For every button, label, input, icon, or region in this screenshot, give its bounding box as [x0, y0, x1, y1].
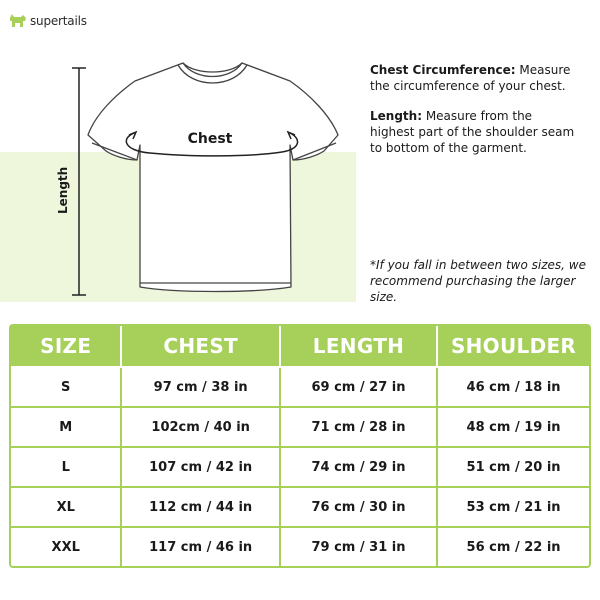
length-cell: 74 cm / 29 in: [281, 448, 438, 488]
table-row: [11, 368, 589, 408]
table-row: [11, 528, 589, 566]
length-cell: 69 cm / 27 in: [281, 368, 438, 408]
shoulder-cell: 56 cm / 22 in: [466, 539, 561, 555]
size-cell: XXL: [11, 528, 122, 566]
shoulder-cell: 53 cm / 21 in: [438, 488, 589, 528]
dog-logo-icon: [8, 12, 28, 30]
header-size: SIZE: [11, 326, 122, 368]
size-cell: L: [11, 448, 122, 488]
table-row: [11, 488, 589, 528]
size-chart-table: [9, 324, 591, 568]
length-cell: 79 cm / 31 in: [281, 528, 438, 566]
table-row: [11, 448, 589, 488]
measurement-info: [370, 62, 580, 170]
brand-logo: [8, 12, 87, 30]
length-cell: 71 cm / 28 in: [281, 408, 438, 448]
size-cell: XL: [11, 488, 122, 528]
brand-name: supertails: [30, 14, 87, 28]
shoulder-cell: 46 cm / 18 in: [438, 368, 589, 408]
chest-cell: 107 cm / 42 in: [122, 448, 280, 488]
length-info: [370, 108, 580, 156]
chest-cell: 97 cm / 38 in: [122, 368, 280, 408]
size-cell: S: [11, 368, 122, 408]
table-header-row: [11, 326, 589, 368]
header-length: LENGTH: [281, 326, 438, 368]
length-info-title: Length:: [370, 109, 422, 123]
header-shoulder: SHOULDER: [438, 326, 589, 368]
header-chest: CHEST: [122, 326, 280, 368]
chest-cell: 117 cm / 46 in: [122, 528, 280, 566]
size-note: *If you fall in between two sizes, we recommend purchasing the larger size.: [370, 258, 586, 304]
shoulder-cell: 48 cm / 19 in: [438, 408, 589, 448]
chest-cell: 102cm / 40 in: [122, 408, 280, 448]
tshirt-diagram: [0, 55, 360, 305]
chest-info: [370, 62, 580, 94]
tshirt-outline: [88, 63, 338, 292]
size-cell: M: [11, 408, 122, 448]
table-row: [11, 408, 589, 448]
length-cell: 76 cm / 30 in: [281, 488, 438, 528]
chest-info-title: Chest Circumference:: [370, 63, 516, 77]
chest-cell: 112 cm / 44 in: [122, 488, 280, 528]
chest-label: Chest: [187, 131, 233, 147]
length-info-text: Measure from the highest part of the shoulder seam to bottom of the garment.: [370, 109, 575, 155]
shoulder-cell: 51 cm / 20 in: [438, 448, 589, 488]
chest-info-text: Measure the circumference of your chest.: [370, 63, 571, 93]
length-label: Length: [56, 166, 70, 214]
length-measure-line: [72, 68, 86, 295]
